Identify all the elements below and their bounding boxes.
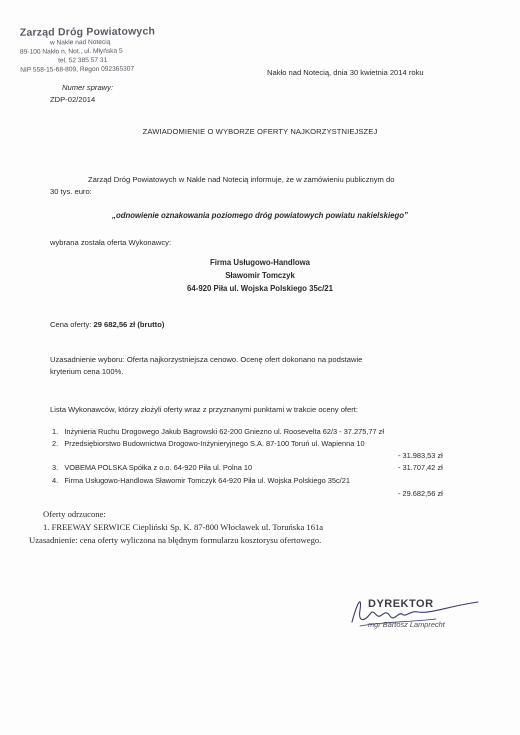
case-label: Numer sprawy:	[62, 83, 114, 92]
price-value: 29 682,56 zł (brutto)	[93, 320, 165, 329]
offer-text: Przedsiębiorstwo Budownictwa Drogowo-Inżynieryjnego S.A. 87-100 Toruń ul. Wapienna 10	[64, 439, 365, 448]
offer-item	[52, 463, 252, 472]
offer-text: Inżynieria Ruchu Drogowego Jakub Bagrowski 62-200 Gniezno ul. Roosevelta 62/3 - 37.275,77 zł	[64, 427, 384, 436]
stamp-line-2: 89-100 Nakło n. Not., ul. Młyńska 5	[19, 47, 123, 56]
contractor-person: Sławomir Tomczyk	[225, 271, 295, 280]
contractor-name: Firma Usługowo-Handlowa	[209, 258, 311, 267]
rejected-label: Oferty odrzucone:	[43, 509, 106, 519]
stamp-line-1: w Nakle nad Notecią	[49, 38, 111, 47]
offer-item	[52, 427, 384, 436]
signature-role: DYREKTOR	[368, 598, 434, 610]
offer-amount: - 29.682,56 zł	[398, 489, 443, 498]
justification-line-1: Uzasadnienie wyboru: Oferta najkorzystniejsza cenowo. Ocenę ofert dokonano na podstawie	[50, 355, 363, 364]
offer-text: VOBEMA POLSKA Spółka z o.o. 64-920 Piła ul. Polna 10	[64, 463, 253, 472]
selected-label: wybrana została oferta Wykonawcy:	[50, 238, 172, 247]
offer-amount: - 31.707,42 zł	[398, 463, 443, 472]
offer-number: 3.	[52, 463, 59, 472]
rejected-reason: Uzasadnienie: cena oferty wyliczona na błędnym formularzu kosztorysu ofertowego.	[29, 535, 322, 545]
offers-list-intro: Lista Wykonawców, którzy złożyli oferty wraz z przyznanymi punktami w trakcie oceny ofert:	[50, 405, 359, 414]
place-date: Nakło nad Notecią, dnia 30 kwietnia 2014 roku	[267, 68, 424, 77]
offer-item	[52, 476, 350, 485]
document-title: ZAWIADOMIENIE O WYBORZE OFERTY NAJKORZYSTNIEJSZEJ	[142, 127, 378, 136]
price-line	[50, 320, 164, 329]
contractor-address: 64-920 Piła ul. Wojska Polskiego 35c/21	[187, 284, 333, 293]
stamp-line-3: tel. 52 385 57 31	[58, 56, 108, 65]
rejected-item: 1. FREEWAY SERWICE Ciepliński Sp. K. 87-800 Włocławek ul. Toruńska 161a	[43, 522, 324, 532]
intro-line-1: Zarząd Dróg Powiatowych w Nakle nad Notecią informuje, że w zamówieniu publicznym do	[88, 175, 395, 184]
offer-number: 1.	[52, 427, 59, 436]
intro-line-2: 30 tys. euro:	[50, 187, 92, 196]
justification-line-2: kryterium cena 100%.	[50, 367, 124, 376]
contract-subject: „odnowienie oznakowania poziomego dróg powiatowych powiatu nakielskiego”	[112, 211, 408, 220]
offer-text: Firma Usługowo-Handlowa Sławomir Tomczyk 64-920 Piła ul. Wojska Polskiego 35c/21	[64, 476, 350, 485]
stamp-title: Zarząd Dróg Powiatowych	[19, 25, 156, 39]
offer-number: 2.	[52, 439, 59, 448]
office-stamp	[20, 25, 170, 75]
director-signature	[340, 592, 490, 637]
stamp-line-4: NIP 558-15-68-809, Regon 092365307	[20, 65, 135, 74]
offer-item	[52, 439, 365, 448]
signature-name: mgr Bartosz Lamprecht	[368, 620, 445, 629]
case-number: ZDP-02/2014	[50, 95, 96, 104]
price-label: Cena oferty:	[50, 320, 94, 329]
offer-number: 4.	[52, 476, 59, 485]
offer-amount: - 31.983,53 zł	[398, 451, 443, 460]
